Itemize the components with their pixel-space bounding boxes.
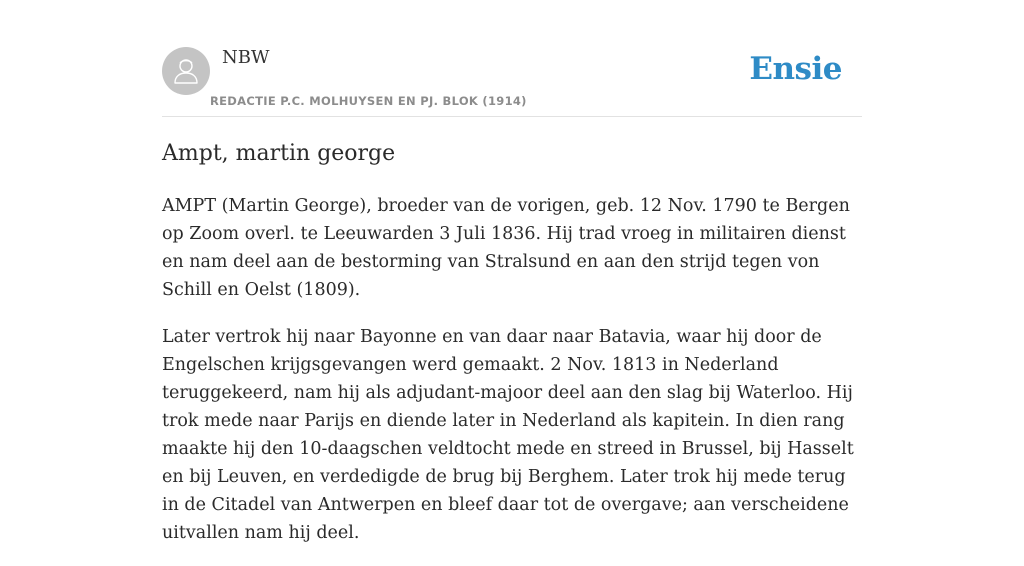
article-paragraph: Later vertrok hij naar Bayonne en van daar naar Batavia, waar hij door de Engelschen krijgsgevangen werd gemaakt. 2 Nov. 1813 in Nederland teruggekeerd, nam hij als adjudant-majoor deel aan den slag bij Waterloo. Hij trok mede naar Parijs en diende later in Nederland als kapitein. In dien rang maakte hij den 10-daagschen veldtocht mede en streed in Brussel, bij Hasselt en bij Leuven, en verdedigde de brug bij Berghem. Later trok hij mede terug in de Citadel van Antwerpen en bleef daar tot de overgave; aan verscheidene uitvallen nam hij deel. [162, 327, 854, 543]
article-paragraph: AMPT (Martin George), broeder van de vorigen, geb. 12 Nov. 1790 te Bergen op Zoom overl. te Leeuwarden 3 Juli 1836. Hij trad vroeg in militairen dienst en nam deel aan de bestorming van Stralsund en aan den strijd tegen von Schill en Oelst (1809). [162, 196, 850, 300]
source-label: REDACTIE P.C. MOLHUYSEN EN PJ. BLOK (1914) [210, 94, 527, 108]
author-name[interactable]: NBW [222, 47, 270, 68]
article-header [162, 0, 862, 117]
user-silhouette-icon [162, 47, 210, 95]
author-avatar[interactable] [162, 47, 210, 95]
ensie-logo[interactable]: Ensie [749, 51, 842, 87]
article-body [162, 192, 862, 566]
article-title: Ampt, martin george [162, 141, 396, 166]
